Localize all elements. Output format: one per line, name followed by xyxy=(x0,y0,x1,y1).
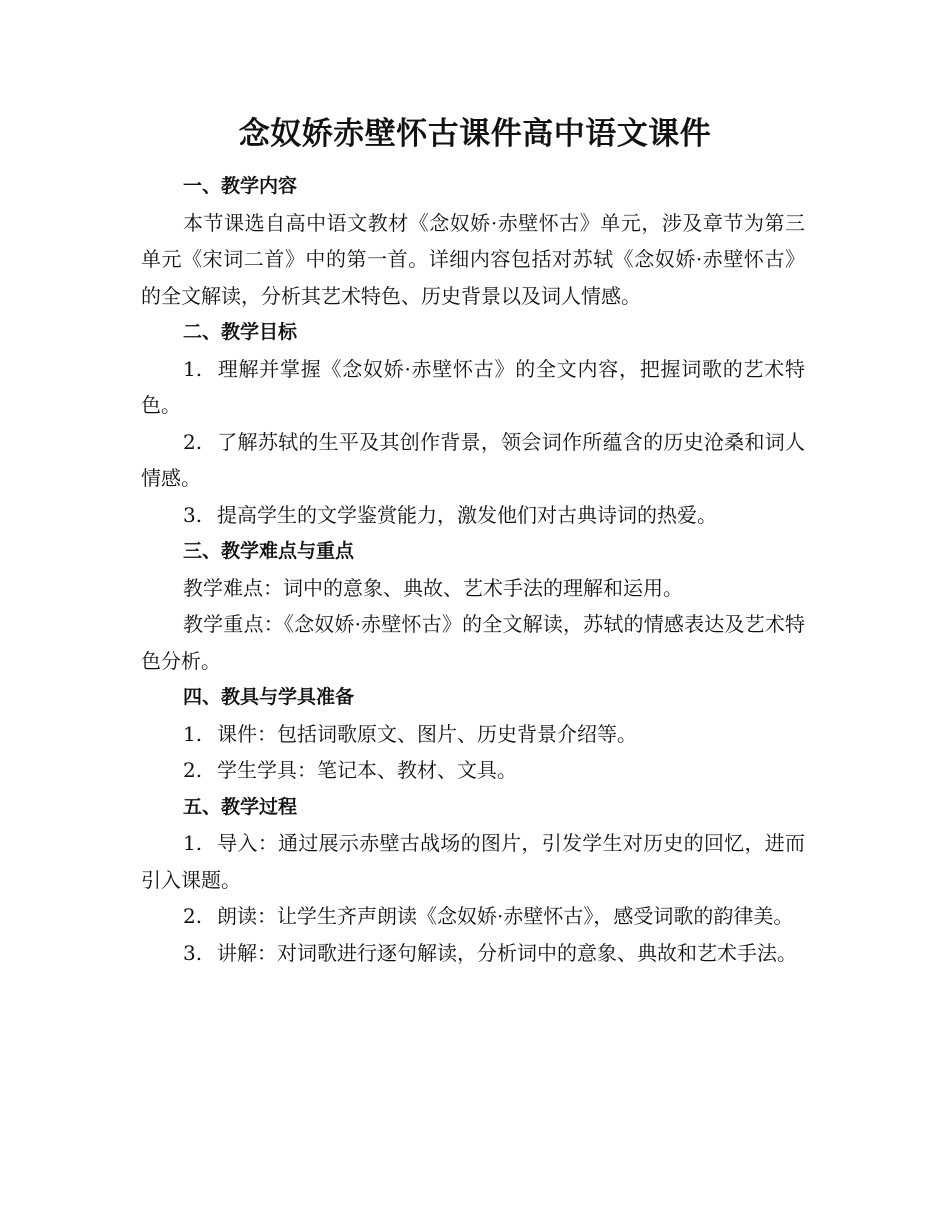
item-number: 2. xyxy=(183,904,203,928)
list-item xyxy=(141,752,805,789)
section-heading: 三、教学难点与重点 xyxy=(183,540,355,562)
item-text: 课件：包括词歌原文、图片、历史背景介绍等。 xyxy=(217,721,637,746)
section-heading: 一、教学内容 xyxy=(183,175,298,197)
paragraph: 教学重点：《念奴娇·赤壁怀古》的全文解读，苏轼的情感表达及艺术特色分析。 xyxy=(141,612,805,673)
list-item xyxy=(141,825,805,898)
item-number: 2. xyxy=(183,758,203,782)
item-text: 提高学生的文学鉴赏能力，激发他们对古典诗词的热爱。 xyxy=(217,502,717,527)
item-text: 朗读：让学生齐声朗读《念奴娇·赤壁怀古》，感受词歌的韵律美。 xyxy=(217,904,794,928)
list-item xyxy=(141,497,805,534)
list-item xyxy=(141,935,805,972)
section-heading: 五、教学过程 xyxy=(183,795,298,818)
item-text: 了解苏轼的生平及其创作背景，领会词作所蕴含的历史沧桑和词人情感。 xyxy=(141,429,805,490)
item-text: 导入：通过展示赤壁古战场的图片，引发学生对历史的回忆，进而引入课题。 xyxy=(141,831,805,892)
item-number: 3. xyxy=(183,940,203,965)
item-text: 学生学具：笔记本、教材、文具。 xyxy=(217,758,517,782)
item-number: 1. xyxy=(183,831,203,855)
section-heading: 四、教具与学具准备 xyxy=(183,686,355,708)
list-item xyxy=(141,424,805,497)
paragraph: 本节课选自高中语文教材《念奴娇·赤壁怀古》单元，涉及章节为第三单元《宋词二首》中的第一首。详细内容包括对苏轼《念奴娇·赤壁怀古》的全文解读，分析其艺术特色、历史背景以及词人情感。 xyxy=(141,210,805,308)
document-body xyxy=(141,168,805,971)
document-title: 念奴娇赤壁怀古课件高中语文课件 xyxy=(238,116,712,152)
item-text: 讲解：对词歌进行逐句解读，分析词中的意象、典故和艺术手法。 xyxy=(217,940,797,965)
item-number: 1. xyxy=(183,356,203,381)
list-item xyxy=(141,716,805,753)
item-number: 1. xyxy=(183,721,203,746)
paragraph: 教学难点：词中的意象、典故、艺术手法的理解和运用。 xyxy=(183,575,683,600)
item-number: 3. xyxy=(183,502,203,527)
list-item xyxy=(141,351,805,424)
section-heading: 二、教学目标 xyxy=(183,321,298,343)
item-number: 2. xyxy=(183,429,203,454)
list-item xyxy=(141,898,805,935)
item-text: 理解并掌握《念奴娇·赤壁怀古》的全文内容，把握词歌的艺术特色。 xyxy=(141,356,805,417)
